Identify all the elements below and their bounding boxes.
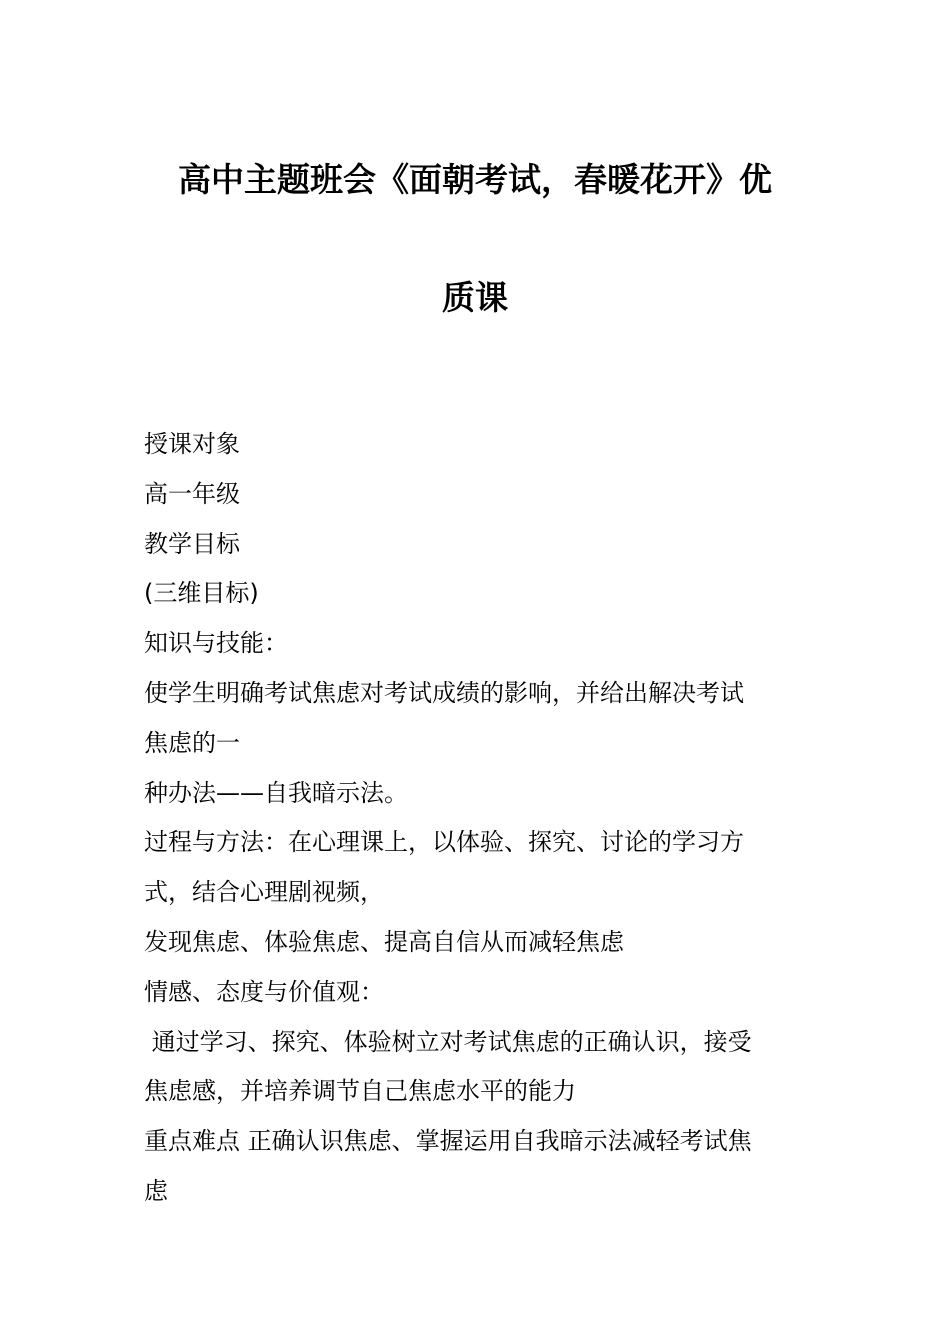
body-line-key-points-1: 重点难点 正确认识焦虑、掌握运用自我暗示法减轻考试焦 [144,1127,752,1156]
document-title-line-1: 高中主题班会《面朝考试，春暖花开》优 [178,160,772,199]
body-line-audience-label: 授课对象 [144,430,240,458]
body-line-emotion-2: 焦虑感，并培养调节自己焦虑水平的能力 [144,1077,576,1106]
body-line-process-1: 过程与方法：在心理课上，以体验、探究、讨论的学习方 [144,828,744,857]
body-line-knowledge-2: 焦虑的一 [144,728,240,757]
body-line-audience-value: 高一年级 [144,479,240,508]
body-line-knowledge-heading: 知识与技能： [144,629,288,658]
body-line-objectives-heading: 教学目标 [144,529,240,558]
document-body [144,420,814,1217]
body-line-process-3: 发现焦虑、体验焦虑、提高自信从而减轻焦虑 [144,927,624,956]
body-line-knowledge-3: 种办法——自我暗示法。 [144,778,408,807]
document-title-line-2: 质课 [442,278,508,317]
body-line-emotion-1: 通过学习、探究、体验树立对考试焦虑的正确认识，接受 [144,1027,752,1056]
body-line-three-dimension: (三维目标) [144,579,259,608]
body-line-emotion-heading: 情感、态度与价值观： [144,977,384,1006]
body-line-process-2: 式，结合心理剧视频， [144,878,384,907]
body-line-knowledge-1: 使学生明确考试焦虑对考试成绩的影响，并给出解决考试 [144,678,744,707]
body-line-key-points-2: 虑 [144,1176,168,1205]
